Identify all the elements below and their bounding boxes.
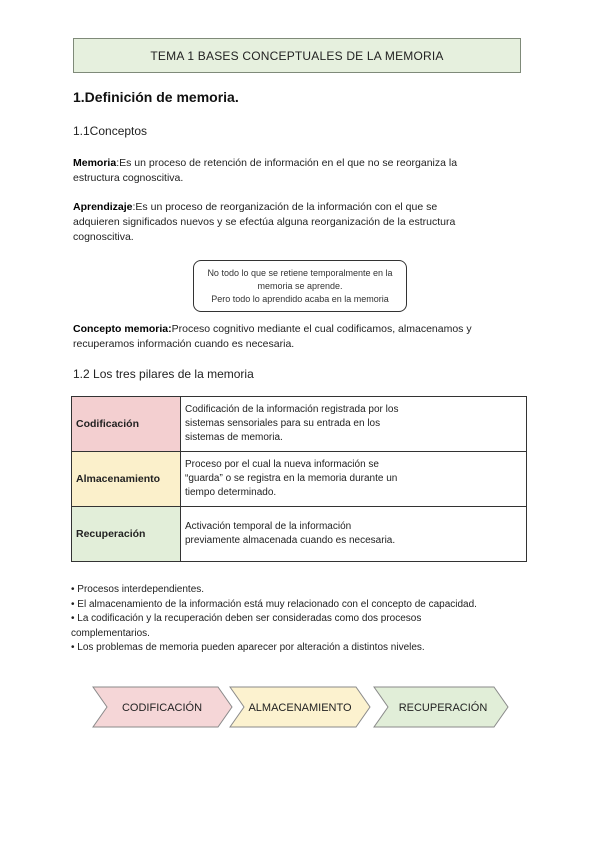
table-row <box>72 452 527 507</box>
subsection-heading-pillars: 1.2 Los tres pilares de la memoria <box>73 367 254 381</box>
flow-step-label: ALMACENAMIENTO <box>248 702 352 714</box>
process-flow <box>92 686 512 728</box>
table-row <box>72 397 527 452</box>
bullet-list <box>71 583 531 656</box>
concepto-term: Concepto memoria: <box>73 323 172 335</box>
definition-term: Memoria <box>73 157 117 169</box>
note-line: No todo lo que se retiene temporalmente en la <box>207 267 393 278</box>
pillar-description <box>181 397 527 452</box>
note-line: Pero todo lo aprendido acaba en la memoria <box>211 293 389 304</box>
section-heading: 1.Definición de memoria. <box>73 89 239 105</box>
pillar-term: Almacenamiento <box>72 452 181 507</box>
subsection-heading-concepts: 1.1Conceptos <box>73 124 148 138</box>
table-row <box>72 507 527 562</box>
definition-aprendizaje <box>73 200 468 245</box>
definition-memoria <box>73 156 493 186</box>
concepto-memoria <box>73 322 513 352</box>
pillar-description <box>181 452 527 507</box>
pillars-table <box>71 396 527 562</box>
pillar-term: Recuperación <box>72 507 181 562</box>
note-box <box>193 260 407 312</box>
pillar-description-text: Proceso por el cual la nueva información se “guarda” o se registra en la memoria durante un tiempo determinado. <box>185 459 398 498</box>
pillar-term: Codificación <box>72 397 181 452</box>
pillar-description-text: Codificación de la información registrada por los sistemas sensoriales para su entrada en los sistemas de memoria. <box>185 404 399 443</box>
flow-step-label: RECUPERACIÓN <box>398 702 488 714</box>
note-line: memoria se aprende. <box>257 280 343 291</box>
pillar-description <box>181 507 527 562</box>
definition-text: :Es un proceso de reorganización de la información con el que se adquieren significados nuevos y se efectúa alguna reorganización de la estructura cognoscitiva. <box>73 201 456 243</box>
concepto-text: Proceso cognitivo mediante el cual codificamos, almacenamos y recuperamos información cuando es necesaria. <box>73 323 472 350</box>
list-item: • El almacenamiento de la información está muy relacionado con el concepto de capacidad. <box>71 598 477 610</box>
list-item: • La codificación y la recuperación deben ser consideradas como dos procesos complementarios. <box>71 613 422 639</box>
definition-term: Aprendizaje <box>73 201 133 213</box>
definition-text: :Es un proceso de retención de información en el que no se reorganiza la estructura cognoscitiva. <box>73 157 458 184</box>
flow-step-label: CODIFICACIÓN <box>121 702 203 714</box>
page-title: TEMA 1 BASES CONCEPTUALES DE LA MEMORIA <box>73 38 521 73</box>
pillar-description-text: Activación temporal de la información previamente almacenada cuando es necesaria. <box>185 521 396 546</box>
list-item: • Los problemas de memoria pueden aparecer por alteración a distintos niveles. <box>71 642 425 653</box>
list-item: • Procesos interdependientes. <box>71 584 205 595</box>
